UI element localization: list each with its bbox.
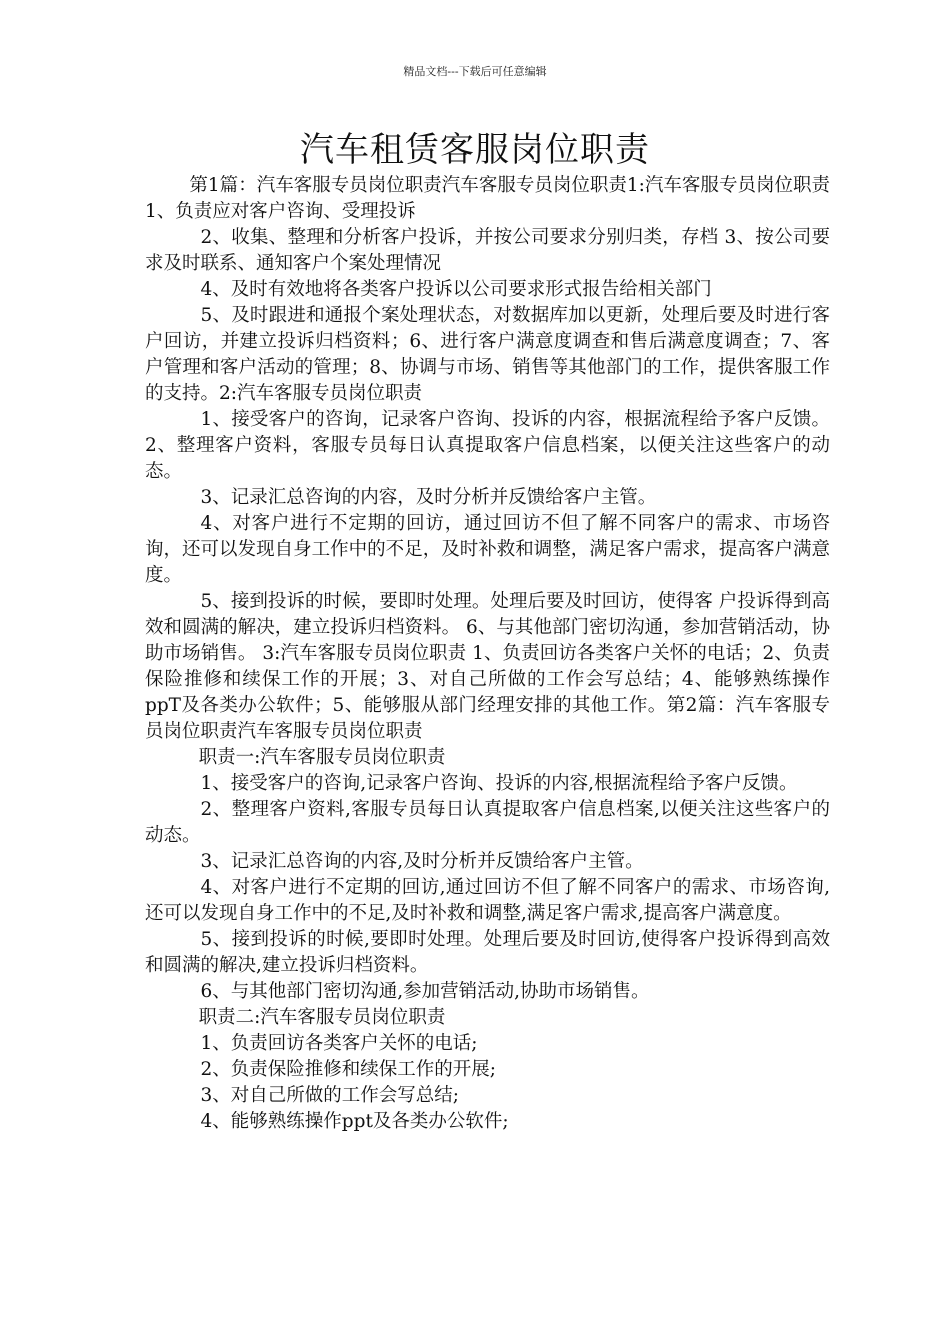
paragraph: 第1篇：汽车客服专员岗位职责汽车客服专员岗位职责1:汽车客服专员岗位职责 1、负责应对客户咨询、受理投诉 (145, 175, 830, 222)
paragraph: 4、对客户进行不定期的回访，通过回访不但了解不同客户的需求、市场咨询，还可以发现自身工作中的不足，及时补救和调整，满足客户需求，提高客户满意度。 (145, 513, 830, 586)
paragraph: 1、接受客户的咨询,记录客户咨询、投诉的内容,根据流程给予客户反馈。 (200, 773, 798, 794)
paragraph: 5、接到投诉的时候，要即时处理。处理后要及时回访，使得客 户投诉得到高效和圆满的解决，建立投诉归档资料。 6、与其他部门密切沟通，参加营销活动，协助市场销售。 3:汽车客服专员岗位职责 1、负责回访各类客户关怀的电话；2、负责保险推修和续保工作的开展；3、对自己所做的工作会写总结；4、能够熟练操作ppT及各类办公软件；5、能够服从部门经理安排的其他工作。第2篇：汽车客服专员岗位职责汽车客服专员岗位职责 (145, 591, 830, 742)
list-item: 2、负责保险推修和续保工作的开展; (200, 1059, 497, 1080)
paragraph: 3、记录汇总咨询的内容，及时分析并反馈给客户主管。 (200, 487, 657, 508)
paragraph: 2、收集、整理和分析客户投诉，并按公司要求分别归类，存档 3、按公司要求及时联系、通知客户个案处理情况 (145, 227, 830, 274)
paragraph: 3、记录汇总咨询的内容,及时分析并反馈给客户主管。 (200, 851, 644, 872)
document-body (145, 173, 830, 1135)
list-item: 4、能够熟练操作ppt及各类办公软件; (200, 1111, 509, 1132)
list-item: 1、负责回访各类客户关怀的电话; (200, 1033, 478, 1054)
paragraph: 4、对客户进行不定期的回访,通过回访不但了解不同客户的需求、市场咨询,还可以发现自身工作中的不足,及时补救和调整,满足客户需求,提高客户满意度。 (145, 877, 830, 924)
paragraph: 4、及时有效地将各类客户投诉以公司要求形式报告给相关部门 (200, 279, 712, 300)
paragraph: 5、及时跟进和通报个案处理状态，对数据库加以更新，处理后要及时进行客户回访，并建立投诉归档资料；6、进行客户满意度调查和售后满意度调查；7、客户管理和客户活动的管理；8、协调与市场、销售等其他部门的工作，提供客服工作的支持。2:汽车客服专员岗位职责 (145, 305, 830, 404)
list-item: 3、对自己所做的工作会写总结; (200, 1085, 460, 1106)
paragraph: 6、与其他部门密切沟通,参加营销活动,协助市场销售。 (200, 981, 650, 1002)
paragraph: 2、整理客户资料,客服专员每日认真提取客户信息档案,以便关注这些客户的动态。 (145, 799, 830, 846)
section-heading: 职责二:汽车客服专员岗位职责 (198, 1007, 446, 1028)
document-title: 汽车租赁客服岗位职责 (300, 130, 650, 170)
paragraph: 5、接到投诉的时候,要即时处理。处理后要及时回访,使得客户投诉得到高效和圆满的解决,建立投诉归档资料。 (145, 929, 830, 976)
section-heading: 职责一:汽车客服专员岗位职责 (198, 747, 446, 768)
page-header: 精品文档---下载后可任意编辑 (403, 65, 547, 78)
paragraph: 1、接受客户的咨询，记录客户咨询、投诉的内容，根据流程给予客户反馈。 2、整理客户资料，客服专员每日认真提取客户信息档案，以便关注这些客户的动态。 (145, 409, 830, 482)
